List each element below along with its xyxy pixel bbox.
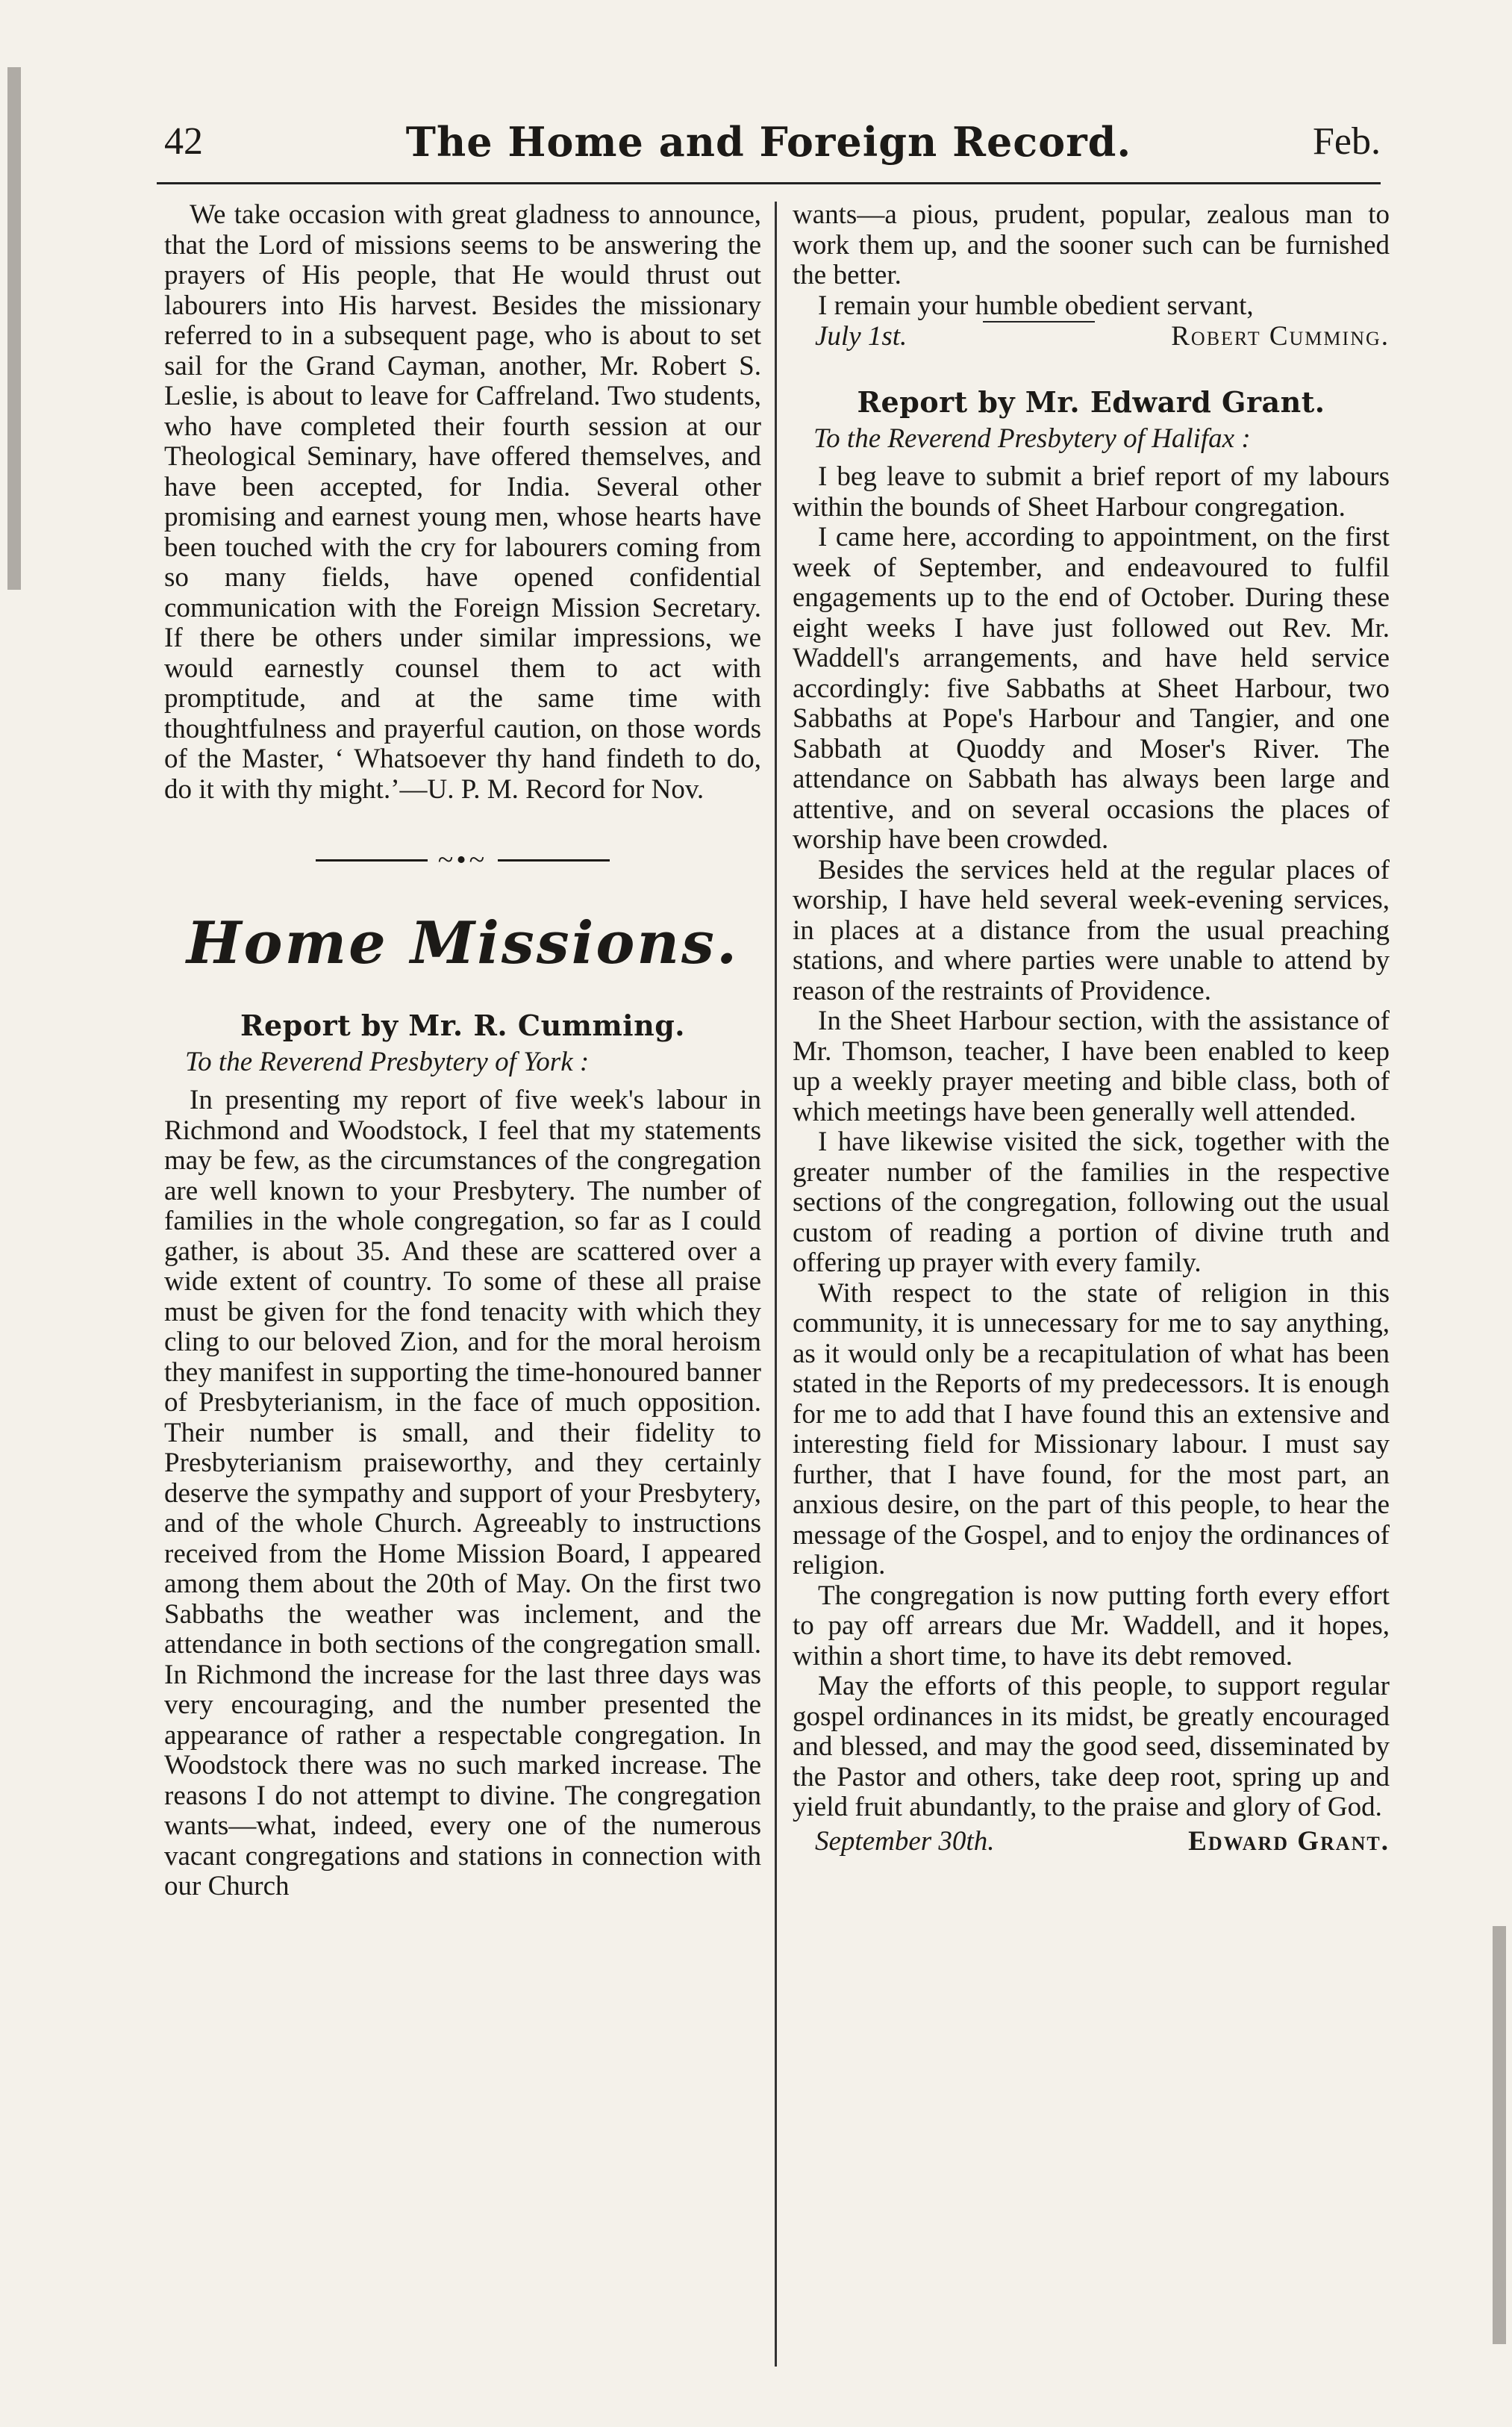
grant-paragraph: The congregation is now putting forth every effort to pay off arrears due Mr. Waddell, and it hopes, within a short time, to have its debt removed. [793, 1580, 1390, 1672]
column-divider [775, 202, 777, 2367]
report-address-york: To the Reverend Presbytery of York : [185, 1047, 590, 1077]
issue-month: Feb. [1313, 120, 1381, 163]
grant-paragraph: With respect to the state of religion in this community, it is unnecessary for me to say anything, as it would only be a recapitulation of what has been stated in the Reports of my predecessors. It is enough for me to add that I have found this an extensive and interesting field for Missionary labour. I must say further, that I have found, for the most part, an anxious desire, on the part of this people, to hear the message of the Gospel, and to enjoy the ordinances of religion. [793, 1277, 1390, 1580]
section-title: Home Missions. [186, 909, 740, 977]
date-july: July 1st. [815, 321, 907, 352]
ornament-center: ~•~ [437, 844, 488, 876]
closing-line: I remain your humble obedient servant, [818, 290, 1254, 321]
ornament-divider [164, 838, 761, 882]
grant-paragraph: I came here, according to appointment, on the first week of September, and endeavoured to fulfil engagements up to the end of October. During these eight weeks I have just followed out Rev. Mr. Waddell's arrangements, and have held service accordingly: five Sabbaths at Sheet Harbour, two Sabbaths at Pope's Harbour and Tangier, and one Sabbath at Quoddy and Moser's River. The attendance on Sabbath has always been large and attentive, and on several occasions the places of worship have been crowded. [793, 522, 1390, 855]
right-column [793, 200, 1390, 1857]
scan-edge-mark [1493, 1926, 1506, 2344]
page-number: 42 [164, 120, 203, 163]
left-column [164, 200, 761, 1902]
ornament-line-right [498, 859, 610, 862]
grant-paragraph: In the Sheet Harbour section, with the assistance of Mr. Thomson, teacher, I have been enabled to keep up a weekly prayer meeting and bible class, both of which meetings have been generally well attended. [793, 1006, 1390, 1127]
report-address-halifax: To the Reverend Presbytery of Halifax : [813, 423, 1251, 454]
intro-paragraph: We take occasion with great gladness to announce, that the Lord of missions seems to be answering the prayers of His people, that He would thrust out labourers into His harvest. Besides the missionary referred to in a subsequent page, who is about to set sail for the Grand Cayman, another, Mr. Robert S. Leslie, is about to leave for Caffreland. Two students, who have completed their fourth session at our Theological Seminary, have offered themselves, and have been accepted, for India. Several other promising and earnest young men, whose hearts have been touched with the cry for labourers coming from so many fields, have opened confidential communication with the Foreign Mission Secretary. If there be others under similar impressions, we would earnestly counsel them to act with promptitude, and at the same time with thoughtfulness and prayerful caution, on those words of the Master, ‘ Whatsoever thy hand findeth to do, do it with thy might.’—U. P. M. Record for Nov. [164, 199, 761, 805]
running-header [157, 112, 1381, 179]
signature-cumming: Robert Cumming. [1171, 321, 1390, 352]
report-heading-grant: Report by Mr. Edward Grant. [857, 385, 1325, 419]
grant-paragraph: I beg leave to submit a brief report of my labours within the bounds of Sheet Harbour congregation. [793, 461, 1390, 523]
grant-paragraph: Besides the services held at the regular places of worship, I have held several week-evening services, in places at a distance from the usual preaching stations, and where parties were unable to attend by reason of the restraints of Providence. [793, 854, 1390, 1006]
report-heading-cumming: Report by Mr. R. Cumming. [240, 1009, 686, 1042]
signoff-grant [793, 1826, 1390, 1857]
ornament-line-left [316, 859, 428, 862]
header-rule [157, 182, 1381, 184]
grant-paragraph: May the efforts of this people, to support regular gospel ordinances in its midst, be greatly encouraged and blessed, and may the good seed, disseminated by the Pastor and others, take deep root, spring up and yield fruit abundantly, to the praise and glory of God. [793, 1671, 1390, 1822]
journal-title: The Home and Foreign Record. [405, 118, 1132, 166]
signature-grant: Edward Grant. [1188, 1825, 1390, 1857]
scan-edge-mark [7, 67, 21, 590]
date-september: September 30th. [815, 1825, 995, 1857]
signoff-rule [983, 321, 1095, 323]
report-paragraph-cumming: In presenting my report of five week's labour in Richmond and Woodstock, I feel that my statements may be few, as the circumstances of the congregation are well known to your Presbytery. The number of families in the whole congregation, so far as I could gather, is about 35. And these are scattered over a wide extent of country. To some of these all praise must be given for the fond tenacity with which they cling to our beloved Zion, and for the moral heroism they manifest in supporting the time-honoured banner of Presbyterianism, in the face of much opposition. Their number is small, and their fidelity to Presbyterianism praiseworthy, and they certainly deserve the sympathy and support of your Presbytery, and of the whole Church. Agreeably to instructions received from the Home Mission Board, I appeared among them about the 20th of May. On the first two Sabbaths the weather was inclement, and the attendance in both sections of the congregation small. In Richmond the increase for the last three days was very encouraging, and the number presented the appearance of rather a respectable congregation. In Woodstock there was no such marked increase. The reasons I do not attempt to divine. The congregation wants—what, indeed, every one of the numerous vacant congregations and stations in connection with our Church [164, 1085, 761, 1901]
grant-paragraph: I have likewise visited the sick, together with the greater number of the families in the respective sections of the congregation, following out the usual custom of reading a portion of divine truth and offering up prayer with every family. [793, 1127, 1390, 1278]
continuation-paragraph: wants—a pious, prudent, popular, zealous man to work them up, and the sooner such can be furnished the better. [793, 199, 1390, 290]
signoff-cumming [793, 321, 1390, 352]
